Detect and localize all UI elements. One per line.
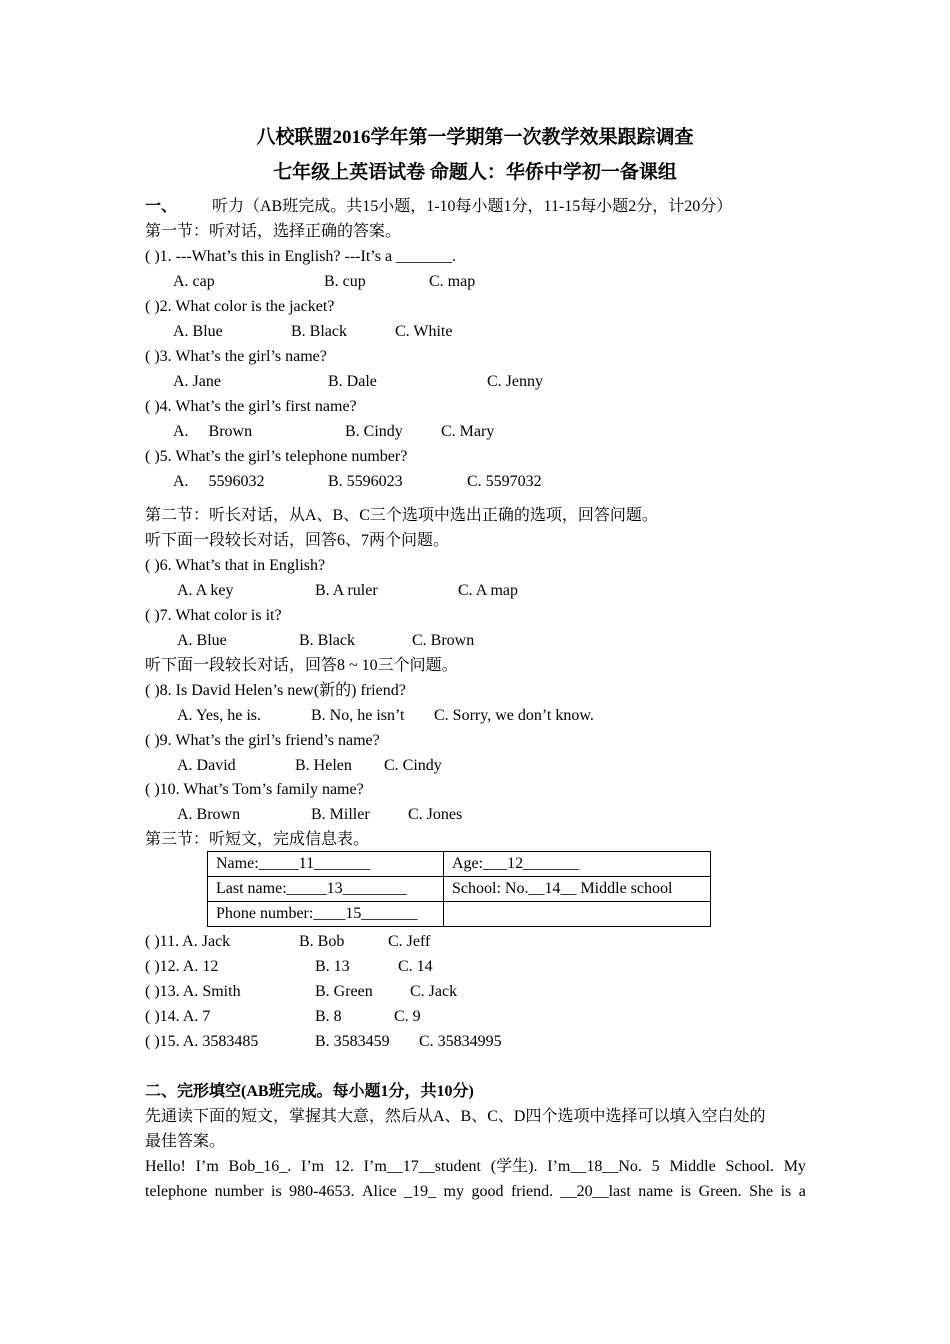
- exam-title: 八校联盟2016学年第一学期第一次教学效果跟踪调查: [256, 127, 694, 148]
- word: 5: [651, 1158, 660, 1175]
- word: Hello!: [145, 1158, 186, 1175]
- q7-option-c: C. Brown: [412, 632, 475, 649]
- school-label: School: No.: [452, 880, 529, 897]
- q9-option-b: B. Helen: [295, 757, 352, 774]
- q14-option-b: B. 8: [315, 1008, 342, 1025]
- name-label: Name:: [216, 855, 259, 872]
- q7-option-b: B. Black: [299, 632, 355, 649]
- phone-label: Phone number:: [216, 905, 314, 922]
- q7-option-a: A. Blue: [177, 632, 227, 649]
- word: 980-4653.: [289, 1183, 355, 1200]
- word: __20__last: [560, 1183, 631, 1200]
- word: my: [443, 1183, 464, 1200]
- part2-instruction-line2: 最佳答案。: [145, 1133, 226, 1150]
- word: I’m: [195, 1158, 219, 1175]
- question-11: ( )11. A. Jack: [145, 933, 231, 950]
- exam-subtitle: 七年级上英语试卷 命题人：华侨中学初一备课组: [273, 162, 677, 183]
- q1-option-c: C. map: [429, 273, 476, 290]
- word: My: [783, 1158, 806, 1175]
- word: School.: [725, 1158, 774, 1175]
- question-1: ( )1. ---What’s this in English? ---It’s a _______.: [145, 248, 457, 265]
- passage-line-1: [145, 1157, 806, 1177]
- q5-option-b: B. 5596023: [328, 473, 403, 490]
- word: number: [214, 1183, 264, 1200]
- q3-option-b: B. Dale: [328, 373, 377, 390]
- word: good: [471, 1183, 504, 1200]
- q6-option-a: A. A key: [177, 582, 234, 599]
- part2-instruction-line1: 先通读下面的短文，掌握其大意，然后从A、B、C、D四个选项中选择可以填入空白处的: [145, 1108, 766, 1125]
- section1-instruction: 第一节：听对话，选择正确的答案。: [145, 223, 402, 240]
- word: is: [271, 1183, 282, 1200]
- question-14: ( )14. A. 7: [145, 1008, 211, 1025]
- q11-option-c: C. Jeff: [388, 933, 431, 950]
- question-4: ( )4. What’s the girl’s first name?: [145, 398, 357, 415]
- q6-option-b: B. A ruler: [315, 582, 378, 599]
- question-3: ( )3. What’s the girl’s name?: [145, 348, 327, 365]
- q8-option-a: A. Yes, he is.: [177, 707, 262, 724]
- dialog1-note: 听下面一段较长对话，回答6、7两个问题。: [145, 532, 450, 549]
- part2-heading: 二、完形填空(AB班完成。每小题1分，共10分): [145, 1083, 474, 1100]
- word: Green.: [698, 1183, 742, 1200]
- word: (学生).: [490, 1158, 538, 1175]
- question-5: ( )5. What’s the girl’s telephone number?: [145, 448, 408, 465]
- word: She: [749, 1183, 774, 1200]
- word: Bob_16_.: [228, 1158, 292, 1175]
- q9-option-a: A. David: [177, 757, 236, 774]
- blank-11: _____11__: [258, 855, 331, 872]
- q4-option-c: C. Mary: [441, 423, 495, 440]
- info-table: [207, 851, 711, 927]
- last-name-cell: [208, 877, 444, 902]
- q13-option-b: B. Green: [315, 983, 373, 1000]
- question-10: ( )10. What’s Tom’s family name?: [145, 781, 364, 798]
- age-cell: [444, 852, 711, 877]
- part1-heading: 听力（AB班完成。共15小题，1-10每小题1分，11-15每小题2分，计20分）: [212, 198, 733, 215]
- question-9: ( )9. What’s the girl’s friend’s name?: [145, 732, 380, 749]
- passage-line-2: [145, 1182, 806, 1202]
- word: is: [680, 1183, 692, 1200]
- word: telephone: [145, 1183, 208, 1200]
- q9-option-c: C. Cindy: [384, 757, 442, 774]
- q14-option-c: C. 9: [394, 1008, 421, 1025]
- table-row: [208, 877, 711, 902]
- dialog2-note: 听下面一段较长对话，回答8 ~ 10三个问题。: [145, 657, 458, 674]
- q15-option-b: B. 3583459: [315, 1033, 390, 1050]
- school-cell: [444, 877, 711, 902]
- q1-option-a: A. cap: [173, 273, 215, 290]
- q10-option-a: A. Brown: [177, 806, 241, 823]
- question-2: ( )2. What color is the jacket?: [145, 298, 335, 315]
- word: Alice: [361, 1183, 397, 1200]
- question-13: ( )13. A. Smith: [145, 983, 241, 1000]
- blank-14: __14__: [528, 880, 577, 897]
- word: I’m__17__student: [363, 1158, 481, 1175]
- blank-12: ___12_: [483, 855, 532, 872]
- q10-option-b: B. Miller: [311, 806, 370, 823]
- question-7: ( )7. What color is it?: [145, 607, 282, 624]
- section3-instruction: 第三节：听短文，完成信息表。: [145, 831, 370, 848]
- q6-option-c: C. A map: [458, 582, 519, 599]
- q5-option-c: C. 5597032: [467, 473, 542, 490]
- blank-13: _____13________: [286, 880, 407, 897]
- name-tail: _____: [330, 855, 371, 872]
- q10-option-c: C. Jones: [408, 806, 463, 823]
- q2-option-c: C. White: [395, 323, 453, 340]
- age-tail: ______: [531, 855, 580, 872]
- word: _19_: [404, 1183, 437, 1200]
- q13-option-c: C. Jack: [410, 983, 458, 1000]
- table-row: [208, 902, 711, 927]
- q5-option-a: A. 5596032: [173, 473, 265, 490]
- q8-option-b: B. No, he isn’t: [311, 707, 405, 724]
- q4-option-a: A. Brown: [173, 423, 253, 440]
- word: 12.: [333, 1158, 354, 1175]
- blank-15: ____15_______: [313, 905, 418, 922]
- question-12: ( )12. A. 12: [145, 958, 219, 975]
- q12-option-c: C. 14: [398, 958, 433, 975]
- part1-heading-number: 一、: [145, 198, 178, 215]
- q3-option-c: C. Jenny: [487, 373, 543, 390]
- q8-option-c: C. Sorry, we don’t know.: [434, 707, 594, 724]
- q1-option-b: B. cup: [324, 273, 366, 290]
- question-15: ( )15. A. 3583485: [145, 1033, 259, 1050]
- word: friend.: [510, 1183, 554, 1200]
- empty-cell: [444, 902, 711, 927]
- phone-cell: [208, 902, 444, 927]
- word: I’m__18__No.: [547, 1158, 642, 1175]
- q11-option-b: B. Bob: [299, 933, 345, 950]
- age-label: Age:: [452, 855, 484, 872]
- question-6: ( )6. What’s that in English?: [145, 557, 326, 574]
- word: Middle: [669, 1158, 716, 1175]
- q12-option-b: B. 13: [315, 958, 350, 975]
- q4-option-b: B. Cindy: [345, 423, 403, 440]
- q2-option-b: B. Black: [291, 323, 347, 340]
- word: a: [798, 1183, 806, 1200]
- q2-option-a: A. Blue: [173, 323, 223, 340]
- q15-option-c: C. 35834995: [419, 1033, 502, 1050]
- name-cell: [208, 852, 444, 877]
- last-name-label: Last name:: [216, 880, 287, 897]
- school-tail: Middle school: [576, 880, 673, 897]
- word: is: [780, 1183, 792, 1200]
- q3-option-a: A. Jane: [173, 373, 221, 390]
- table-row: [208, 852, 711, 877]
- word: I’m: [301, 1158, 325, 1175]
- section2-instruction: 第二节：听长对话，从A、B、C三个选项中选出正确的选项，回答问题。: [145, 507, 658, 524]
- word: name: [638, 1183, 673, 1200]
- question-8: ( )8. Is David Helen’s new(新的) friend?: [145, 682, 406, 699]
